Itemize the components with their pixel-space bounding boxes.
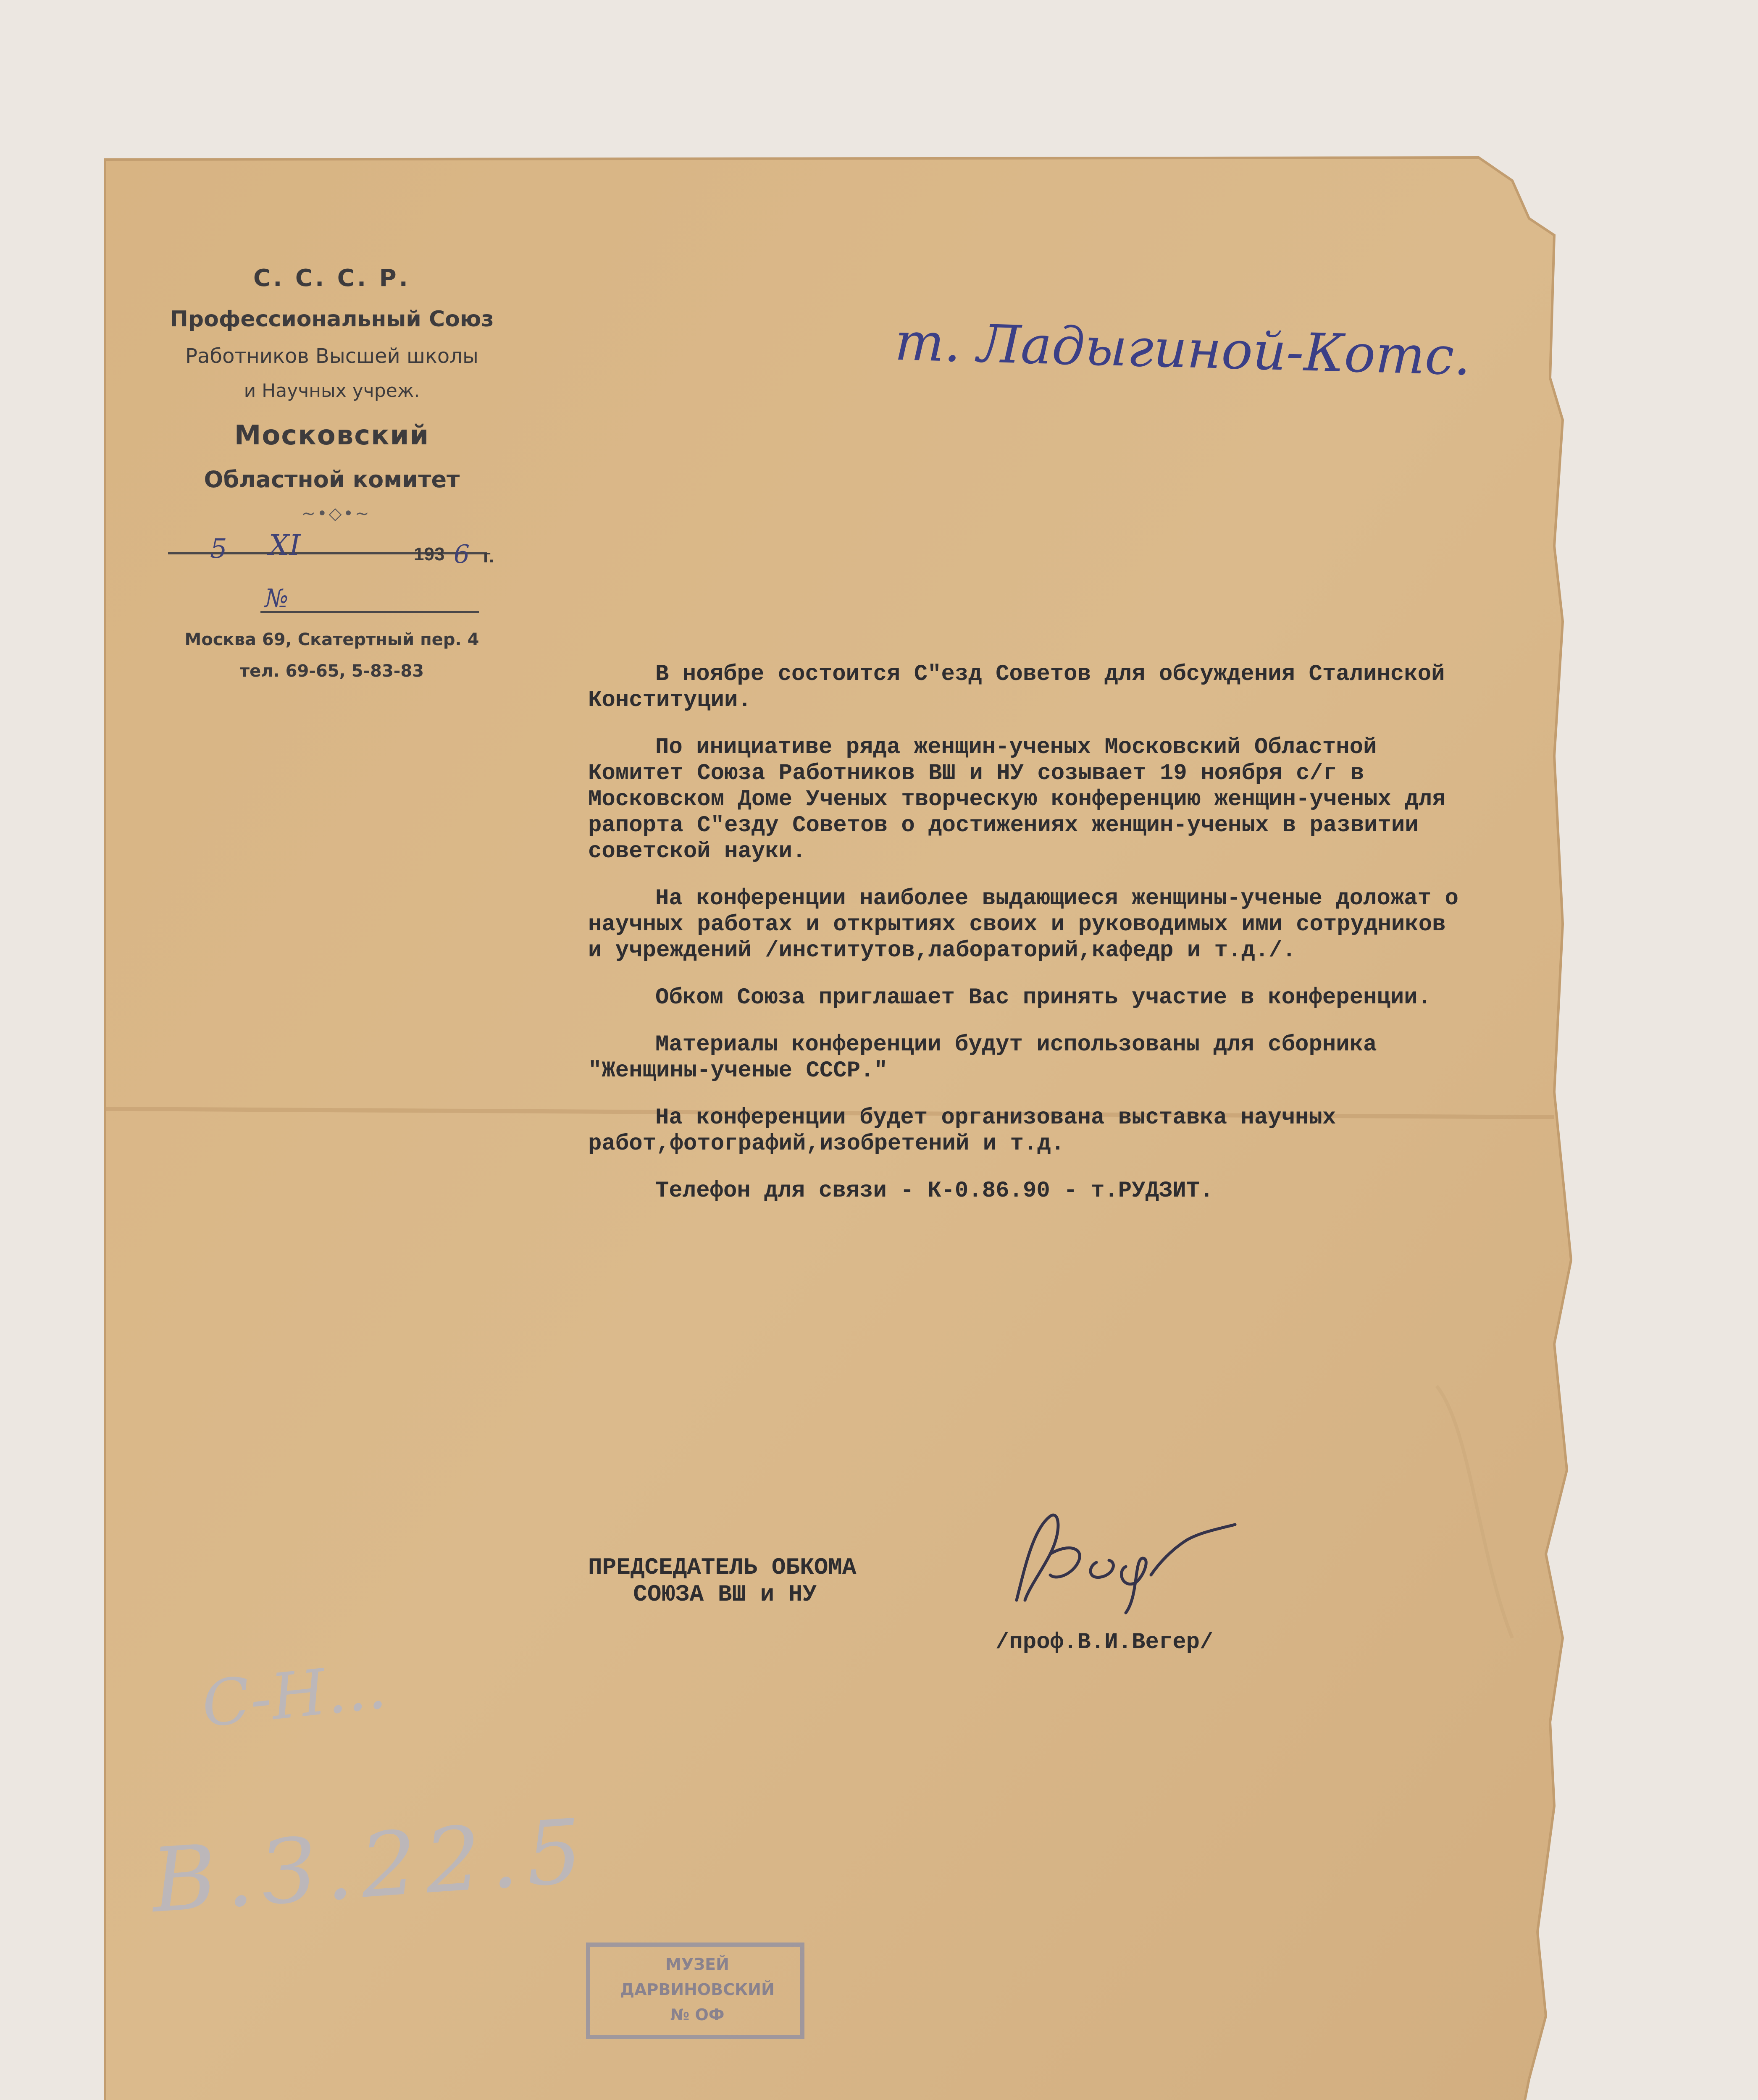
paragraph-1-text: В ноябре состоится С"езд Советов для обсуждения Сталинской Конституции. <box>588 662 1458 713</box>
signatory-title-line1: ПРЕДСЕДАТЕЛЬ ОБКОМА <box>588 1554 857 1581</box>
letterhead-country: С. С. С. Р. <box>253 265 410 292</box>
paragraph-3-text: На конференции наиболее выдающиеся женщины-ученые доложат о научных работах и открытиях своих и руководимых ими сотрудников и учреждений /институтов,лабораторий,кафедр и т.д./. <box>588 886 1472 963</box>
letterhead-city: Московский <box>234 420 430 451</box>
stamp-line-3: № ОФ <box>670 2006 725 2024</box>
paragraph-5-text: Материалы конференции будут использованы для сборника "Женщины-ученые СССР." <box>588 1032 1390 1084</box>
paragraph-6-text: На конференции будет организована выставка научных работ,фотографий,изобретений и т.д. <box>588 1105 1350 1157</box>
stamp-line-2: ДАРВИНОВСКИЙ <box>620 1980 775 1999</box>
number-line <box>260 611 479 613</box>
paragraph-3 <box>588 886 1472 964</box>
paragraph-2 <box>588 735 1462 865</box>
addressee-handwritten: т. Ладыгиной-Котс. <box>894 312 1472 387</box>
date-suffix: г. <box>483 546 494 567</box>
letter-body <box>588 662 1472 1225</box>
signatory-title-line2: СОЮЗА ВШ и НУ <box>633 1581 817 1608</box>
paragraph-4-text: Обком Союза приглашает Вас принять участие в конференции. <box>655 985 1432 1011</box>
number-sign: № <box>265 584 289 613</box>
signatory-title <box>588 1554 857 1608</box>
paragraph-5 <box>588 1032 1462 1084</box>
paragraph-7 <box>588 1178 1462 1204</box>
paragraph-7-text: Телефон для связи - К-0.86.90 - т.РУДЗИТ. <box>655 1178 1214 1204</box>
letterhead-phone: тел. 69-65, 5-83-83 <box>239 662 424 681</box>
paragraph-6 <box>588 1105 1462 1157</box>
signatory-name: /проф.В.И.Вегер/ <box>996 1630 1214 1655</box>
archive-stamp <box>586 1942 804 2039</box>
letterhead-ornament: ~•◇•~ <box>301 504 371 523</box>
pencil-note-2: В.З.22.5 <box>148 1799 594 1933</box>
letterhead-union: Профессиональный Союз <box>170 307 494 332</box>
date-month: XI <box>269 529 301 562</box>
letterhead-institutions: и Научных учреж. <box>244 380 420 402</box>
paragraph-1 <box>588 662 1462 714</box>
date-day: 5 <box>210 533 227 564</box>
letterhead-committee: Областной комитет <box>204 466 460 493</box>
stamp-line-1: МУЗЕЙ <box>665 1955 729 1974</box>
letterhead-address: Москва 69, Скатертный пер. 4 <box>184 630 479 649</box>
date-year-printed: 193 <box>414 544 445 564</box>
paragraph-4 <box>588 985 1462 1011</box>
paragraph-2-text: По инициативе ряда женщин-ученых Московский Областной Комитет Союза Работников ВШ и НУ созывает 19 ноября с/г в Московском Доме Ученых творческую конференцию женщин-ученых для рапорта С"езду Советов о достижениях женщин-ученых в развитии советской науки. <box>588 735 1459 864</box>
date-year-handwritten: 6 <box>454 540 470 569</box>
handwritten-signature <box>1000 1504 1243 1621</box>
letterhead-workers: Работников Высшей школы <box>185 344 478 368</box>
pencil-note-1: С-Н... <box>198 1649 390 1742</box>
